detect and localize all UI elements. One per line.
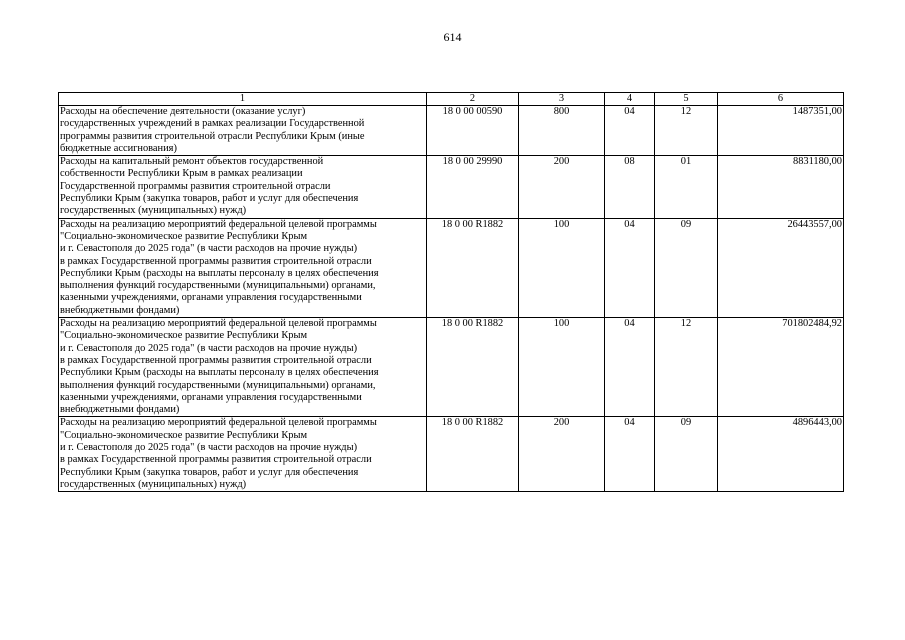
column-header-6: 6 [718,93,844,106]
target-article-code: 18 0 00 R1882 [427,318,519,417]
expense-name: Расходы на реализацию мероприятий федеральной целевой программы "Социально-экономическое развитие Республики Крым и г. Севастополя до 2025 года" (в части расходов на прочие нужды) в рамках Государственной программы развития строительной отрасли Республики Крым (закупка товаров, работ и услуг для обеспечения государственных (муниципальных) нужд) [59,417,427,492]
subsection-code: 09 [655,218,718,317]
subsection-code: 12 [655,318,718,417]
expense-name: Расходы на реализацию мероприятий федеральной целевой программы "Социально-экономическое развитие Республики Крым и г. Севастополя до 2025 года" (в части расходов на прочие нужды) в рамках Государственной программы развития строительной отрасли Республики Крым (расходы на выплаты персоналу в целях обеспечения выполнения функций государственными (муниципальными) органами, казенными учреждениями, органами управления государственными внебюджетными фондами) [59,318,427,417]
column-header-3: 3 [519,93,605,106]
column-header-5: 5 [655,93,718,106]
section-code: 04 [605,218,655,317]
table-row [59,318,844,417]
amount: 4896443,00 [718,417,844,492]
section-code: 04 [605,318,655,417]
column-header-4: 4 [605,93,655,106]
amount: 701802484,92 [718,318,844,417]
column-header-2: 2 [427,93,519,106]
table-row [59,106,844,156]
section-code: 08 [605,156,655,218]
header-row [59,93,844,106]
column-header-1: 1 [59,93,427,106]
expense-type-code: 200 [519,156,605,218]
amount: 1487351,00 [718,106,844,156]
expense-name: Расходы на обеспечение деятельности (оказание услуг) государственных учреждений в рамках реализации Государственной программы развития строительной отрасли Республики Крым (иные бюджетные ассигнования) [59,106,427,156]
target-article-code: 18 0 00 00590 [427,106,519,156]
table-row [59,218,844,317]
subsection-code: 09 [655,417,718,492]
page-number: 614 [443,30,462,44]
section-code: 04 [605,417,655,492]
expense-name: Расходы на капитальный ремонт объектов государственной собственности Республики Крым в рамках реализации Государственной программы развития строительной отрасли Республики Крым (закупка товаров, работ и услуг для обеспечения государственных (муниципальных) нужд) [59,156,427,218]
expense-type-code: 800 [519,106,605,156]
budget-table [58,92,844,492]
target-article-code: 18 0 00 R1882 [427,218,519,317]
target-article-code: 18 0 00 R1882 [427,417,519,492]
subsection-code: 01 [655,156,718,218]
amount: 8831180,00 [718,156,844,218]
amount: 26443557,00 [718,218,844,317]
expense-type-code: 200 [519,417,605,492]
expense-name: Расходы на реализацию мероприятий федеральной целевой программы "Социально-экономическое развитие Республики Крым и г. Севастополя до 2025 года" (в части расходов на прочие нужды) в рамках Государственной программы развития строительной отрасли Республики Крым (расходы на выплаты персоналу в целях обеспечения выполнения функций государственными (муниципальными) органами, казенными учреждениями, органами управления государственными внебюджетными фондами) [59,218,427,317]
table-row [59,417,844,492]
expense-type-code: 100 [519,218,605,317]
expense-type-code: 100 [519,318,605,417]
target-article-code: 18 0 00 29990 [427,156,519,218]
subsection-code: 12 [655,106,718,156]
table-row [59,156,844,218]
section-code: 04 [605,106,655,156]
